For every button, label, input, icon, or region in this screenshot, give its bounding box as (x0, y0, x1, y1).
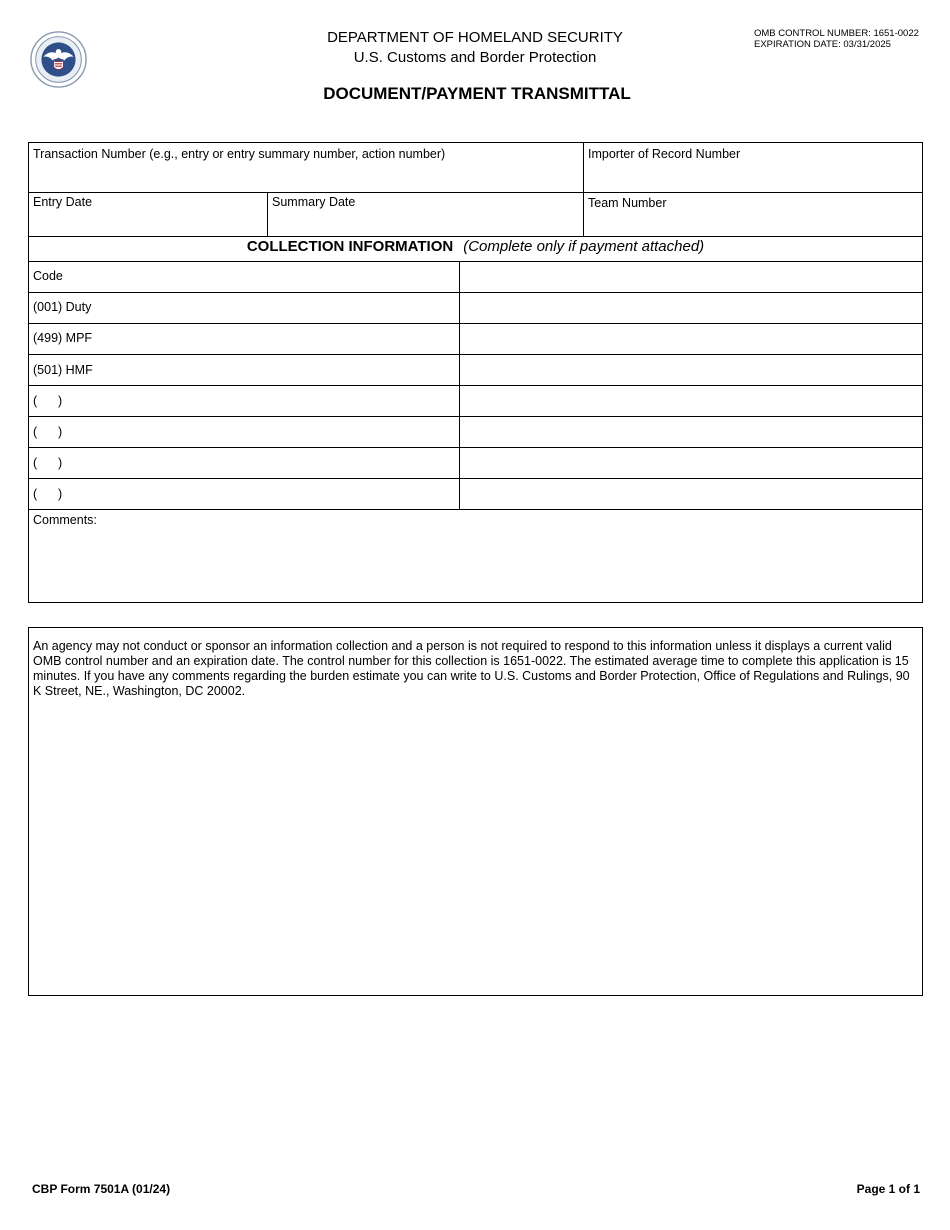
collection-code-blank-2[interactable]: ( ) (33, 425, 63, 439)
comments-field[interactable] (30, 529, 921, 601)
collection-code-blank-4[interactable]: ( ) (33, 487, 63, 501)
code-header: Code (33, 269, 63, 283)
header-block (250, 28, 700, 68)
collection-code-mpf: (499) MPF (33, 331, 93, 345)
divider (29, 478, 922, 479)
expiration-date: EXPIRATION DATE: 03/31/2025 (754, 39, 891, 50)
collection-code-duty: (001) Duty (33, 300, 92, 314)
divider (29, 261, 922, 262)
divider (29, 292, 922, 293)
divider (29, 509, 922, 510)
divider (29, 416, 922, 417)
collection-code-blank-3[interactable]: ( ) (33, 456, 63, 470)
divider (459, 261, 460, 509)
paperwork-notice-text: An agency may not conduct or sponsor an information collection and a person is not required to respond to this information unless it displays a current valid OMB control number and an expiration date. The control number for this collection is 1651-0022. The estimated average time to complete this application is 15 minutes. If you have any comments regarding the burden estimate you can write to U.S. Customs and Border Protection, Office of Regulations and Rulings, 90 K Street, NE., Washington, DC 20002. (33, 639, 910, 698)
transmittal-form (28, 142, 923, 603)
collection-amount-blank-1[interactable] (461, 387, 921, 415)
divider (29, 236, 922, 237)
collection-amount-blank-3[interactable] (461, 449, 921, 477)
importer-number-field[interactable] (584, 163, 921, 191)
collection-code-blank-1[interactable]: ( ) (33, 394, 63, 408)
collection-amount-blank-4[interactable] (461, 480, 921, 508)
divider (29, 354, 922, 355)
collection-heading (29, 238, 922, 256)
summary-date-field[interactable] (268, 211, 582, 235)
team-number-label: Team Number (588, 196, 667, 210)
divider (29, 385, 922, 386)
transaction-number-field[interactable] (30, 163, 582, 191)
department-name: DEPARTMENT OF HOMELAND SECURITY (327, 29, 623, 46)
comments-label: Comments: (33, 513, 97, 527)
form-title: DOCUMENT/PAYMENT TRANSMITTAL (323, 84, 631, 103)
collection-subtitle: (Complete only if payment attached) (463, 238, 705, 255)
team-number-field[interactable] (584, 211, 921, 235)
collection-code-hmf: (501) HMF (33, 363, 93, 377)
collection-title: COLLECTION INFORMATION (246, 238, 454, 255)
collection-amount-duty[interactable] (461, 294, 921, 322)
omb-block (754, 28, 919, 50)
divider (29, 447, 922, 448)
dhs-cbp-seal-icon (30, 31, 87, 88)
summary-date-label: Summary Date (272, 195, 356, 209)
divider (29, 192, 922, 193)
transaction-number-label: Transaction Number (e.g., entry or entry summary number, action number) (33, 147, 446, 161)
divider (29, 323, 922, 324)
paperwork-notice-box (28, 627, 923, 996)
entry-date-label: Entry Date (33, 195, 93, 209)
collection-amount-mpf[interactable] (461, 325, 921, 353)
agency-name: U.S. Customs and Border Protection (353, 49, 597, 66)
page-number: Page 1 of 1 (856, 1182, 920, 1196)
collection-amount-blank-2[interactable] (461, 418, 921, 446)
entry-date-field[interactable] (30, 211, 266, 235)
importer-number-label: Importer of Record Number (588, 147, 741, 161)
collection-amount-hmf[interactable] (461, 356, 921, 384)
form-identifier: CBP Form 7501A (01/24) (32, 1182, 171, 1196)
omb-control-number: OMB CONTROL NUMBER: 1651-0022 (754, 28, 919, 39)
